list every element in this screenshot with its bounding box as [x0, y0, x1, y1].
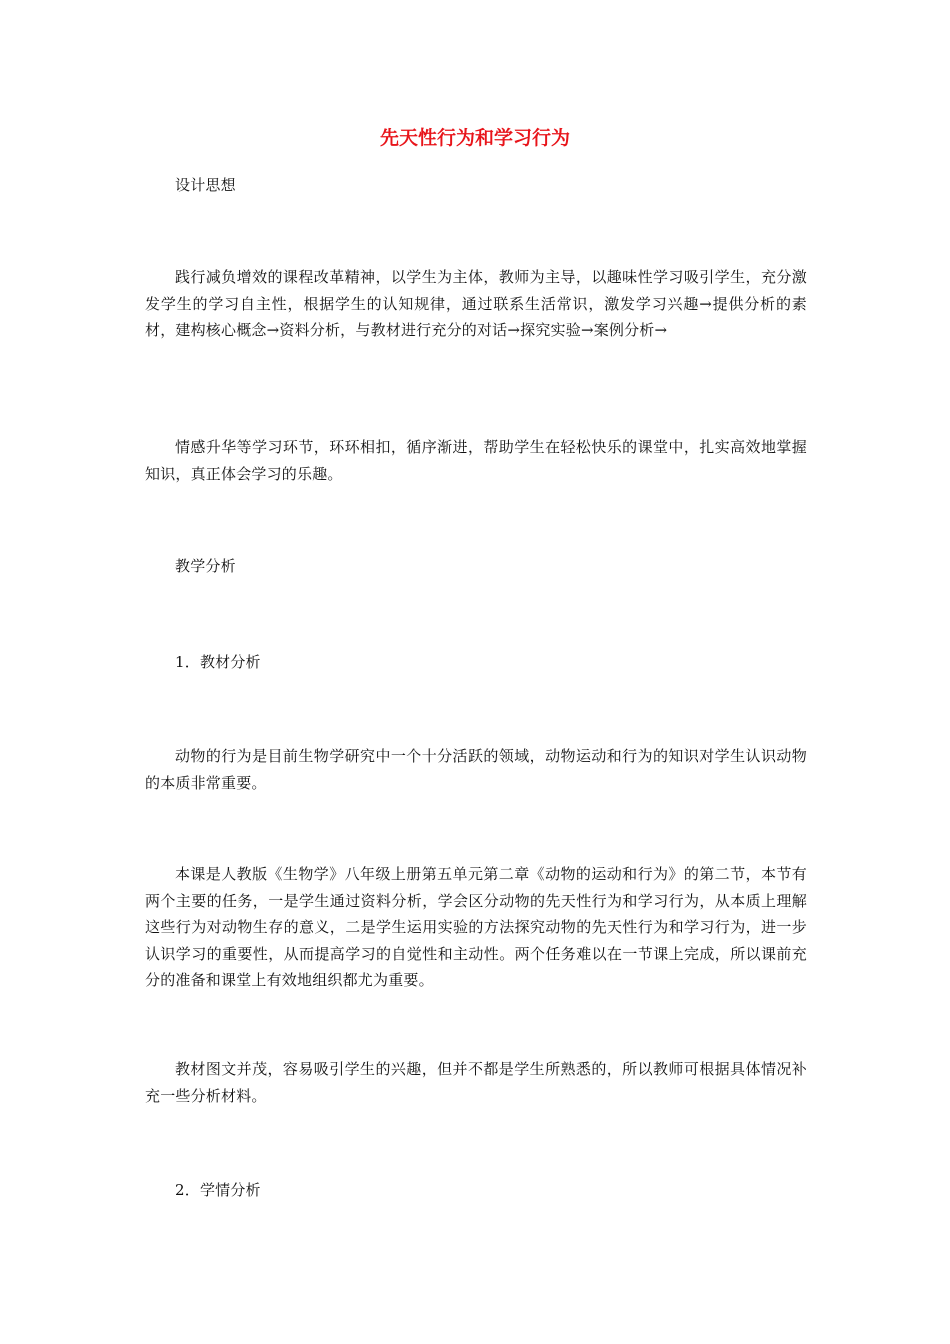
- subsection-heading-students: 2．学情分析: [175, 1181, 261, 1199]
- paragraph-textbook-1: 动物的行为是目前生物学研究中一个十分活跃的领域，动物运动和行为的知识对学生认识动物的本质非常重要。: [145, 747, 807, 792]
- paragraph-design-1: 践行减负增效的课程改革精神，以学生为主体，教师为主导，以趣味性学习吸引学生，充分激发学生的学习自主性，根据学生的认知规律，通过联系生活常识，激发学习兴趣→提供分析的素材，建构核心概念→资料分析，与教材进行充分的对话→探究实验→案例分析→: [145, 268, 807, 339]
- document-title: 先天性行为和学习行为: [379, 127, 570, 149]
- paragraph-textbook-2: 本课是人教版《生物学》八年级上册第五单元第二章《动物的运动和行为》的第二节，本节有两个主要的任务，一是学生通过资料分析，学会区分动物的先天性行为和学习行为，从本质上理解这些行为对动物生存的意义，二是学生运用实验的方法探究动物的先天性行为和学习行为，进一步认识学习的重要性，从而提高学习的自觉性和主动性。两个任务难以在一节课上完成，所以课前充分的准备和课堂上有效地组织都尤为重要。: [145, 865, 807, 989]
- section-heading-analysis: 教学分析: [175, 557, 236, 575]
- subsection-heading-textbook: 1．教材分析: [175, 653, 261, 671]
- paragraph-design-2: 情感升华等学习环节，环环相扣，循序渐进，帮助学生在轻松快乐的课堂中，扎实高效地掌握知识，真正体会学习的乐趣。: [145, 438, 807, 483]
- paragraph-textbook-3: 教材图文并茂，容易吸引学生的兴趣，但并不都是学生所熟悉的，所以教师可根据具体情况补充一些分析材料。: [145, 1060, 807, 1105]
- section-heading-design: 设计思想: [175, 176, 236, 194]
